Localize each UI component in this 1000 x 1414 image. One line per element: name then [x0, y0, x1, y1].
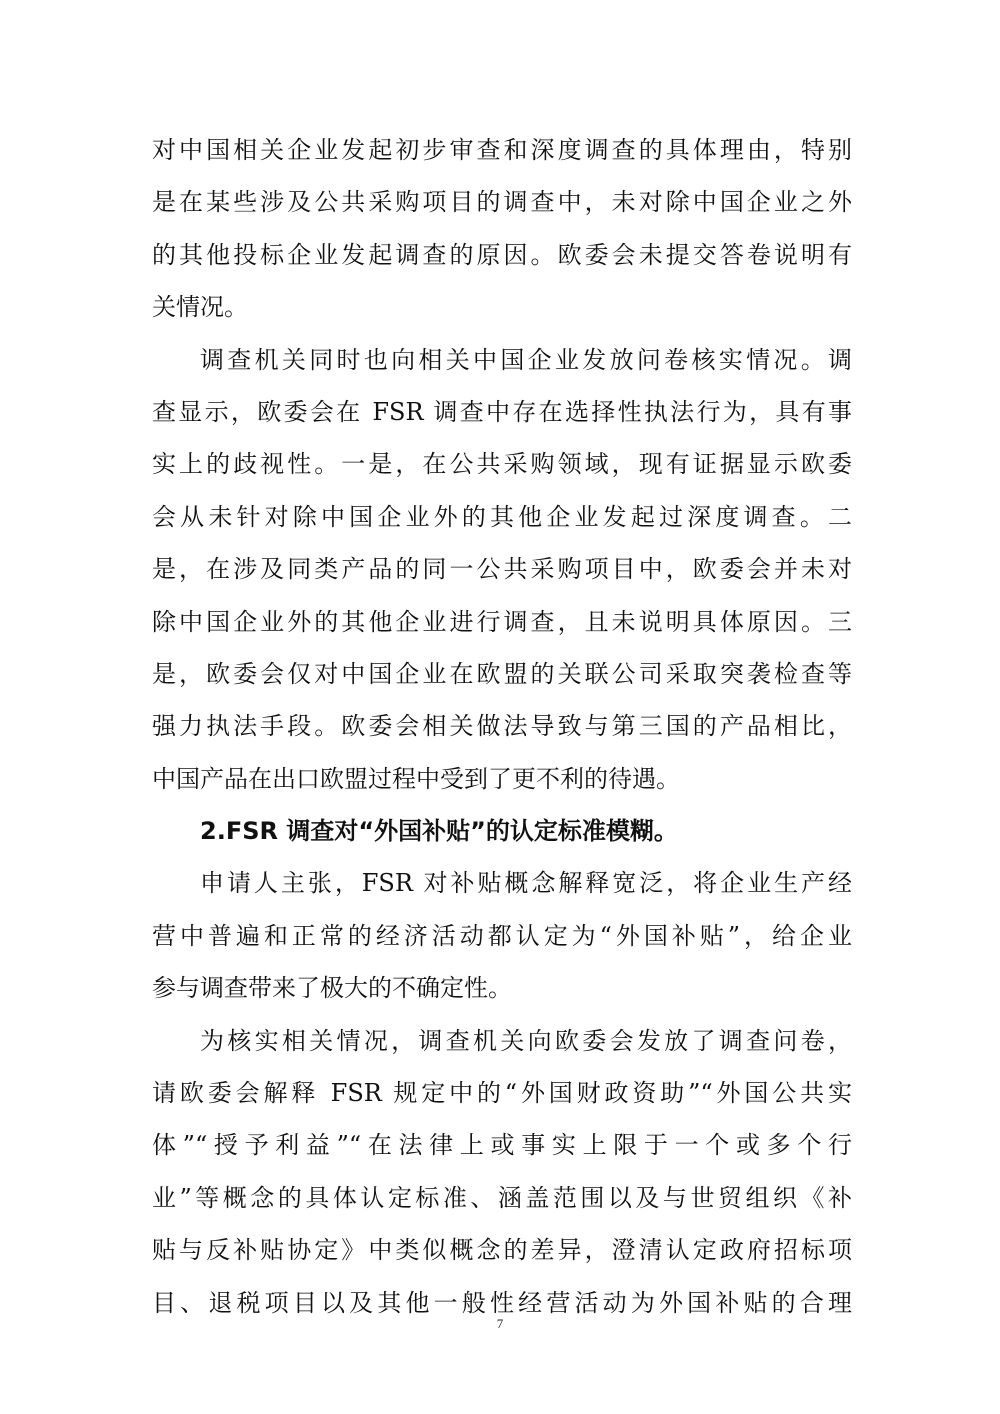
text-line: 是在某些涉及公共采购项目的调查中，未对除中国企业之外: [152, 188, 852, 217]
text-line: 参与调查带来了极大的不确定性。: [152, 974, 512, 1003]
text-line: 是，在涉及同类产品的同一公共采购项目中，欧委会并未对: [152, 555, 852, 584]
body-text: [152, 124, 852, 1329]
text-line: 目、退税项目以及其他一般性经营活动为外国补贴的合理: [152, 1288, 852, 1317]
text-line: 中国产品在出口欧盟过程中受到了更不利的待遇。: [152, 764, 680, 793]
section-heading: [152, 805, 852, 857]
text-line: 对中国相关企业发起初步审查和深度调查的具体理由，特别: [152, 136, 852, 164]
page-number: 7: [496, 1316, 504, 1331]
text-line: 强力执法手段。欧委会相关做法导致与第三国的产品相比，: [152, 712, 852, 741]
text-line: 申请人主张，FSR 对补贴概念解释宽泛，将企业生产经: [200, 869, 852, 898]
text-line: 是，欧委会仅对中国企业在欧盟的关联公司采取突袭检查等: [152, 659, 852, 688]
text-line: 贴与反补贴协定》中类似概念的差异，澄清认定政府招标项: [152, 1236, 852, 1265]
text-line: 请欧委会解释 FSR 规定中的“外国财政资助”“外国公共实: [152, 1079, 852, 1108]
text-line: 的其他投标企业发起调查的原因。欧委会未提交答卷说明有: [152, 240, 852, 269]
text-line: 调查机关同时也向相关中国企业发放问卷核实情况。调: [200, 345, 852, 374]
heading-line: 2.FSR 调查对“外国补贴”的认定标准模糊。: [200, 817, 678, 846]
paragraph: [152, 1015, 852, 1329]
text-line: 为核实相关情况，调查机关向欧委会发放了调查问卷，: [200, 1026, 852, 1055]
text-line: 体”“授予利益”“在法律上或事实上限于一个或多个行: [152, 1131, 852, 1160]
text-line: 业”等概念的具体认定标准、涵盖范围以及与世贸组织《补: [152, 1183, 852, 1212]
text-line: 关情况。: [152, 293, 248, 322]
text-line: 查显示，欧委会在 FSR 调查中存在选择性执法行为，具有事: [152, 397, 852, 426]
text-line: 会从未针对除中国企业外的其他企业发起过深度调查。二: [152, 502, 852, 531]
paragraph: [152, 124, 852, 334]
paragraph: [152, 334, 852, 806]
text-line: 营中普遍和正常的经济活动都认定为“外国补贴”，给企业: [152, 921, 852, 950]
text-line: 除中国企业外的其他企业进行调查，且未说明具体原因。三: [152, 607, 852, 636]
paragraph: [152, 857, 852, 1014]
text-line: 实上的歧视性。一是，在公共采购领域，现有证据显示欧委: [152, 450, 852, 479]
